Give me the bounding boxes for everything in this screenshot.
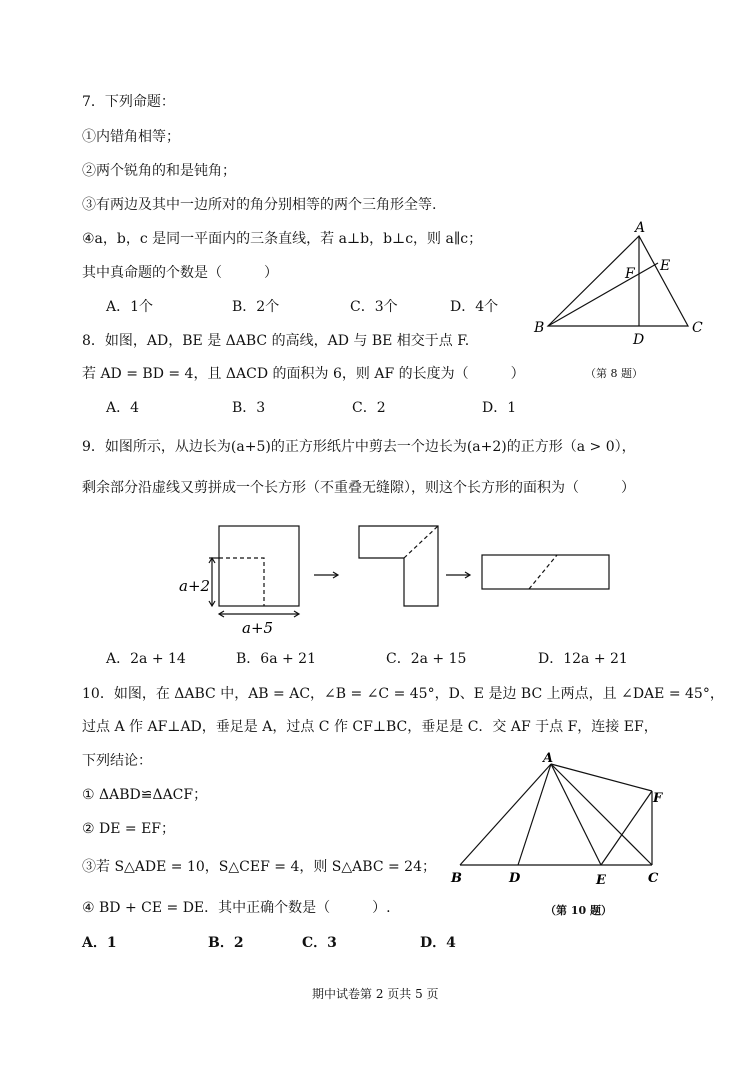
q7-item-3: ③有两边及其中一边所对的角分别相等的两个三角形全等. bbox=[82, 197, 437, 213]
label-a: A bbox=[543, 751, 554, 766]
q8-option-b: B．3 bbox=[232, 400, 266, 416]
q8-triangle-figure bbox=[528, 218, 718, 353]
q10-option-d: D．4 bbox=[420, 935, 456, 951]
q9-option-c: C．2a + 15 bbox=[386, 651, 467, 667]
big-square bbox=[219, 526, 299, 606]
q10-stem-1: 10．如图，在 ΔABC 中，AB = AC，∠B = ∠C = 45°，D、E 是边 BC 上两点，且 ∠DAE = 45°， bbox=[82, 686, 724, 702]
q10-figure-caption: （第 10 题） bbox=[545, 904, 612, 917]
q8-option-d: D．1 bbox=[482, 400, 517, 416]
label-a-plus-2: a+2 bbox=[179, 577, 211, 595]
q9-option-b: B．6a + 21 bbox=[236, 651, 316, 667]
rectangle-dashed-line bbox=[529, 555, 557, 589]
q7-option-a: A．1个 bbox=[106, 299, 154, 315]
segment-ef bbox=[601, 791, 652, 865]
q10-stem-3: 下列结论： bbox=[82, 753, 152, 769]
q9-stem-1: 9．如图所示，从边长为(a+5)的正方形纸片中剪去一个边长为(a+2)的正方形（a > 0）， bbox=[82, 439, 636, 455]
label-a: A bbox=[635, 220, 646, 236]
label-e: E bbox=[596, 873, 606, 888]
result-rectangle bbox=[482, 555, 609, 589]
q8-option-c: C．2 bbox=[352, 400, 386, 416]
q8-option-a: A．4 bbox=[106, 400, 140, 416]
label-b: B bbox=[534, 320, 545, 336]
label-e: E bbox=[660, 258, 671, 274]
q10-triangle-figure bbox=[446, 744, 676, 890]
q7-item-2: ②两个锐角的和是钝角； bbox=[82, 163, 236, 179]
label-d: D bbox=[509, 871, 521, 886]
q10-item-2: ② DE = EF； bbox=[82, 821, 176, 837]
q7-option-b: B．2个 bbox=[232, 299, 280, 315]
q9-square-figure bbox=[176, 518, 616, 638]
altitude-be bbox=[548, 263, 658, 326]
q8-stem-2: 若 AD = BD = 4，且 ΔACD 的面积为 6，则 AF 的长度为（ ） bbox=[82, 366, 525, 382]
l-shape bbox=[359, 526, 438, 606]
q7-option-d: D．4个 bbox=[450, 299, 499, 315]
label-f: F bbox=[653, 791, 663, 806]
q8-stem-1: 8．如图，AD，BE 是 ΔABC 的高线，AD 与 BE 相交于点 F. bbox=[82, 333, 470, 349]
side-ab bbox=[460, 764, 551, 865]
label-c: C bbox=[648, 871, 659, 886]
label-b: B bbox=[451, 871, 462, 886]
q7-item-1: ①内错角相等； bbox=[82, 129, 180, 145]
page-footer: 期中试卷第 2 页共 5 页 bbox=[312, 987, 439, 1001]
q7-item-4: ④a，b，c 是同一平面内的三条直线，若 a⊥b，b⊥c，则 a∥c； bbox=[82, 231, 483, 247]
label-a-plus-5: a+5 bbox=[242, 619, 274, 637]
q9-option-d: D．12a + 21 bbox=[538, 651, 628, 667]
segment-ae bbox=[551, 764, 601, 865]
q10-option-b: B．2 bbox=[208, 935, 244, 951]
segment-af bbox=[551, 764, 652, 791]
q7-stem: 7．下列命题： bbox=[82, 94, 175, 110]
q10-item-3: ③若 S△ADE = 10，S△CEF = 4，则 S△ABC = 24； bbox=[82, 859, 436, 875]
label-f: F bbox=[625, 266, 635, 282]
l-shape-dashed-cut bbox=[404, 526, 438, 558]
cut-square-dashed bbox=[219, 558, 264, 606]
q9-option-a: A．2a + 14 bbox=[106, 651, 186, 667]
label-c: C bbox=[692, 320, 703, 336]
q10-item-4: ④ BD + CE = DE．其中正确个数是（ ）. bbox=[82, 900, 391, 916]
q10-option-c: C．3 bbox=[302, 935, 337, 951]
q10-option-a: A．1 bbox=[82, 935, 117, 951]
q9-stem-2: 剩余部分沿虚线又剪拼成一个长方形（不重叠无缝隙），则这个长方形的面积为（ ） bbox=[82, 480, 635, 496]
q10-item-1: ① ΔABD≌ΔACF； bbox=[82, 787, 208, 803]
triangle-abc bbox=[548, 236, 688, 326]
q10-stem-2: 过点 A 作 AF⊥AD，垂足是 A，过点 C 作 CF⊥BC，垂足是 C．交 AF 于点 F，连接 EF， bbox=[82, 719, 658, 735]
segment-ad bbox=[518, 764, 551, 865]
side-ac bbox=[551, 764, 652, 865]
q8-figure-caption: （第 8 题） bbox=[585, 367, 643, 380]
q7-ask: 其中真命题的个数是（ ） bbox=[82, 265, 278, 281]
q7-option-c: C．3个 bbox=[350, 299, 398, 315]
label-d: D bbox=[633, 332, 645, 348]
